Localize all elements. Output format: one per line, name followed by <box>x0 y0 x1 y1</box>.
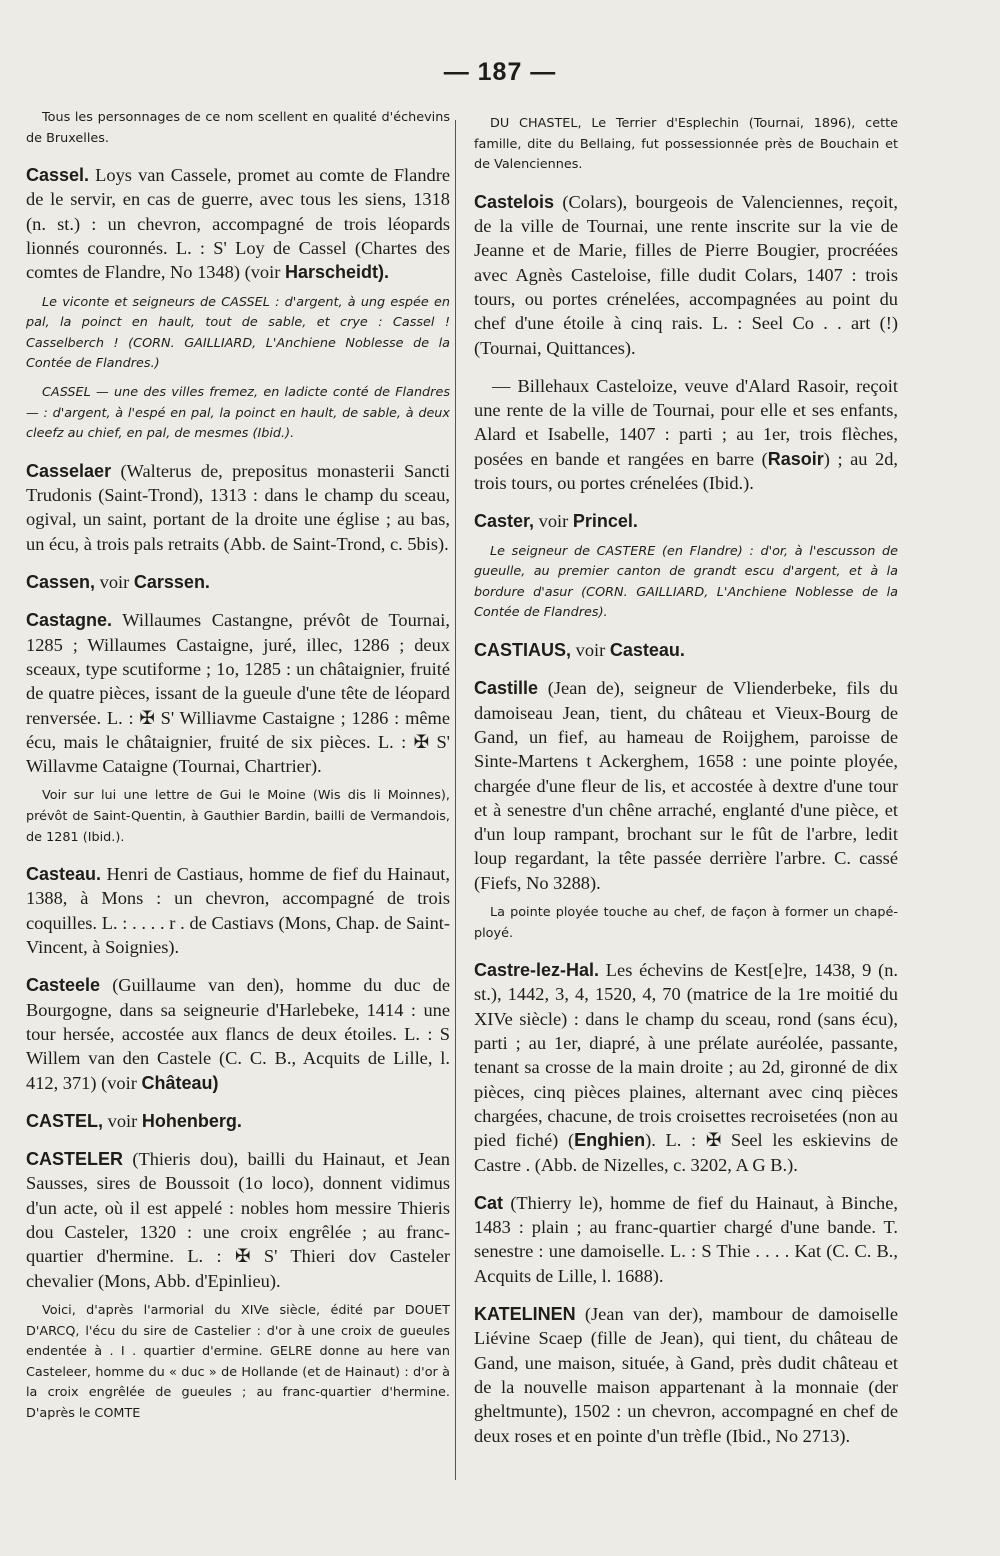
headword: Cassel. <box>26 165 90 186</box>
entry-cassel <box>26 163 450 284</box>
entry-text: Les échevins de Kest[e]re, 1438, 9 (n. st.), 1442, 3, 4, 1520, 4, 70 (matrice de la 1re moitié du XIVe siècle) : dans le champ du sceau, rond (sans écu), parti ; au 1er, diapré, à une prélate auréolée, passante, tenant sa crosse de la main droite ; au 2d, gironné de dix pièces, cinq pièces plaines, alternant avec cinq pièces chargées, chacune, de trois croisettes recroisetées (non au pied fiché) ( <box>474 960 898 1151</box>
headword: Caster, <box>474 511 535 532</box>
entry-text: (Walterus de, prepositus monasterii Sancti Trudonis (Saint-Trond), 1313 : dans le champ du sceau, ogival, un saint, portant de la droite une église ; au bas, un écu, à trois pals retraits (Abb. de Saint-Trond, c. 5bis). <box>26 460 450 554</box>
entry-castagne <box>26 608 450 778</box>
entry-text: voir <box>107 1110 138 1131</box>
entry-text-continued: ). L. : ✠ Seel les eskievins de Castre . (Abb. de Nizelles, c. 3202, A G B.). <box>474 1130 898 1175</box>
headword: Cat <box>474 1192 504 1213</box>
entry-text: — Billehaux Casteloize, veuve d'Alard Rasoir, reçoit une rente de la ville de Tournai, pour elle et ses enfants, Alard et Isabelle, 1407 : parti ; au 1er, trois flèches, posées en bande et rangées en barre ( <box>474 375 898 469</box>
cross-reference: Hohenberg. <box>141 1110 242 1131</box>
cross-reference: Princel. <box>572 511 638 532</box>
entry-castiaus <box>474 638 898 662</box>
left-column <box>26 108 450 1438</box>
entry-castille <box>474 676 898 895</box>
headword: CASTEL, <box>26 1110 104 1131</box>
headword: Castille <box>474 678 539 699</box>
cross-reference: Carssen. <box>133 572 210 593</box>
cross-reference: Casteau. <box>609 640 685 661</box>
cross-reference: Rasoir <box>767 448 824 469</box>
entry-text: (Thierry le), homme de fief du Hainaut, à Binche, 1483 : plain ; au franc-quartier chargé d'une bande. T. senestre : une damoiselle. L. : S Thie . . . . Kat (C. C. B., Acquits de Lille, l. 1688). <box>474 1192 898 1286</box>
right-column <box>474 114 898 1462</box>
note-castagne: Voir sur lui une lettre de Gui le Moine (Wis dis li Moinnes), prévôt de Saint-Quentin, à Gauthier Bardin, bailli de Vermandois, de 1281 (Ibid.). <box>26 788 450 845</box>
entry-text-continued: ) ; au 2d, trois tours, ou portes crénelées (Ibid.). <box>474 448 898 494</box>
entry-text: Loys van Cassele, promet au comte de Flandre de le servir, en cas de guerre, avec tous les siens, 1318 (n. st.) : un chevron, accompagné de trois léopards lionnés couronnés. L. : S' Loy de Cassel (Chartes des comtes de Flandre, No 1348) (voir <box>26 165 450 283</box>
headword: Casselaer <box>26 460 112 481</box>
entry-text: (Guillaume van den), homme du duc de Bourgogne, dans sa seigneurie d'Harlebeke, 1414 : une tour hersée, accostée aux flancs de deux étoiles. L. : S Willem van den Castele (C. C. B., Acquits de Lille, l. 412, 371) (voir <box>26 975 450 1093</box>
intro-note: Tous les personnages de ce nom scellent en qualité d'échevins de Bruxelles. <box>26 110 450 146</box>
entry-casteler <box>26 1147 450 1293</box>
note-cassel-2: CASSEL — une des villes fremez, en ladicte conté de Flandres — : d'argent, à l'espé en pal, la poinct en hault, de sable, à deux cleefz au chief, en pal, de mesmes (Ibid.). <box>26 385 450 442</box>
cross-reference: Château) <box>141 1072 219 1093</box>
entry-text: (Thieris dou), bailli du Hainaut, et Jean Sausses, sires de Boussoit (1o loco), donnent vidimus d'un acte, où il est appelé : nobles hom messire Thieris dou Casteler, 1320 : une croix engrêlée ; au franc-quartier d'hermine. L. : ✠ S' Thieri dov Casteler chevalier (Mons, Abb. d'Epinlieu). <box>26 1149 450 1291</box>
headword: CASTELER <box>26 1149 124 1170</box>
page-number: — 187 — <box>443 58 557 86</box>
note-castille: La pointe ployée touche au chef, de façon à former un chapé-ployé. <box>474 904 898 941</box>
note-caster: Le seigneur de CASTERE (en Flandre) : d'or, à l'escusson de gueulle, au premier canton de grandt escu d'argent, et à la bordure d'asur (CORN. GAILLIARD, L'Anchiene Noblesse de la Contée de Flandres). <box>474 543 898 621</box>
headword: Cassen, <box>26 572 96 593</box>
entry-text: (Jean van der), mambour de damoiselle Liévine Scaep (fille de Jean), qui tient, du château de Gand, une maison, située, à Gand, près dudit château et de la nouvelle maison appartenant à la monnaie (der gheltmunte), 1502 : un chevron, accompagné en chef de deux roses et en pointe d'un trèfle (Ibid., No 2713). <box>474 1304 898 1446</box>
entry-castre-lez-hal <box>474 958 898 1177</box>
headword: KATELINEN <box>474 1304 576 1325</box>
entry-castelois <box>474 190 898 360</box>
entry-cat <box>474 1191 898 1288</box>
cross-reference: Harscheidt). <box>284 262 389 283</box>
entry-katelinen <box>474 1302 898 1448</box>
entry-text: voir <box>538 511 569 532</box>
note-casteler: Voici, d'après l'armorial du XIVe siècle, édité par DOUET D'ARCQ, l'écu du sire de Castelier : d'or à une croix de gueules endentée à . I . quartier d'ermine. GELRE donne au here van Casteleer, homme du « duc » de Hollande (et de Hainaut) : d'or à la croix engrêlée de gueules ; au franc-quartier d'hermine. D'après le COMTE <box>26 1302 450 1421</box>
entry-text: voir <box>575 640 606 661</box>
cross-reference: Enghien <box>574 1130 646 1151</box>
headword: Casteele <box>26 975 101 996</box>
entry-billehaux <box>474 374 898 495</box>
entry-castel <box>26 1109 450 1133</box>
entry-text: (Jean de), seigneur de Vlienderbeke, fils du damoiseau Jean, tient, du château et Vieux-Bourg de Gand, un fief, au hameau de Roijghem, paroisse de Sinte-Martens t Ackerghem, 1658 : une pointe ployée, chargée d'une fleur de lis, et accostée à dextre d'une tour et à senestre d'un chêne arraché, englanté d'une pièce, et d'un loup rampant, brochant sur le fût de l'arbre, ledit loup regardant, la tête passée derrière l'arbre. C. cassé (Fiefs, No 3288). <box>474 678 898 893</box>
entry-text: voir <box>99 572 130 593</box>
headword: Casteau. <box>26 864 102 885</box>
headword: Castelois <box>474 191 555 212</box>
entry-text: (Colars), bourgeois de Valenciennes, reçoit, de la ville de Tournai, une rente inscrite sur la vie de Jeanne et de Marie, filles de Pierre Bougier, procréées avec Agnès Casteloise, fille dudit Colars, 1407 : trois tours, ou portes crénelées, accompagnées au point du chef d'une étoile à cinq rais. L. : Seel Co . . art (!) (Tournai, Quittances). <box>474 191 898 358</box>
entry-casteau <box>26 862 450 959</box>
note-cassel-1: Le viconte et seigneurs de CASSEL : d'argent, à ung espée en pal, la poinct en hault, tout de sable, et crye : Cassel ! Casselberch ! (CORN. GAILLIARD, L'Anchiene Noblesse de la Contée de Flandres.) <box>26 294 450 372</box>
entry-casselaer <box>26 459 450 556</box>
entry-casteele <box>26 973 450 1094</box>
entry-text: Henri de Castiaus, homme de fief du Hainaut, 1388, à Mons : un chevron, accompagné de trois coquilles. L. : . . . . r . de Castiavs (Mons, Chap. de Saint-Vincent, à Soignies). <box>26 864 450 958</box>
intro-note: DU CHASTEL, Le Terrier d'Esplechin (Tournai, 1896), cette famille, dite du Bellaing, fut possessionnée près de Bouchain et de Valenciennes. <box>474 116 898 173</box>
headword: CASTIAUS, <box>474 640 572 661</box>
headword: Castagne. <box>26 610 113 631</box>
column-divider <box>455 120 456 1480</box>
entry-caster <box>474 509 898 533</box>
entry-cassen <box>26 570 450 594</box>
headword: Castre-lez-Hal. <box>474 960 600 981</box>
entry-text: Willaumes Castangne, prévôt de Tournai, 1285 ; Willaumes Castaigne, juré, illec, 1286 ; deux sceaux, type scutiforme ; 1o, 1285 : un châtaignier, fruité de quatre pièces, issant de la gueule d'une tête de léopard renversée. L. : ✠ S' Williavme Castaigne ; 1286 : même écu, mais le châtaignier, fruité de six pièces. L. : ✠ S' Willavme Cataigne (Tournai, Chartrier). <box>26 610 450 777</box>
